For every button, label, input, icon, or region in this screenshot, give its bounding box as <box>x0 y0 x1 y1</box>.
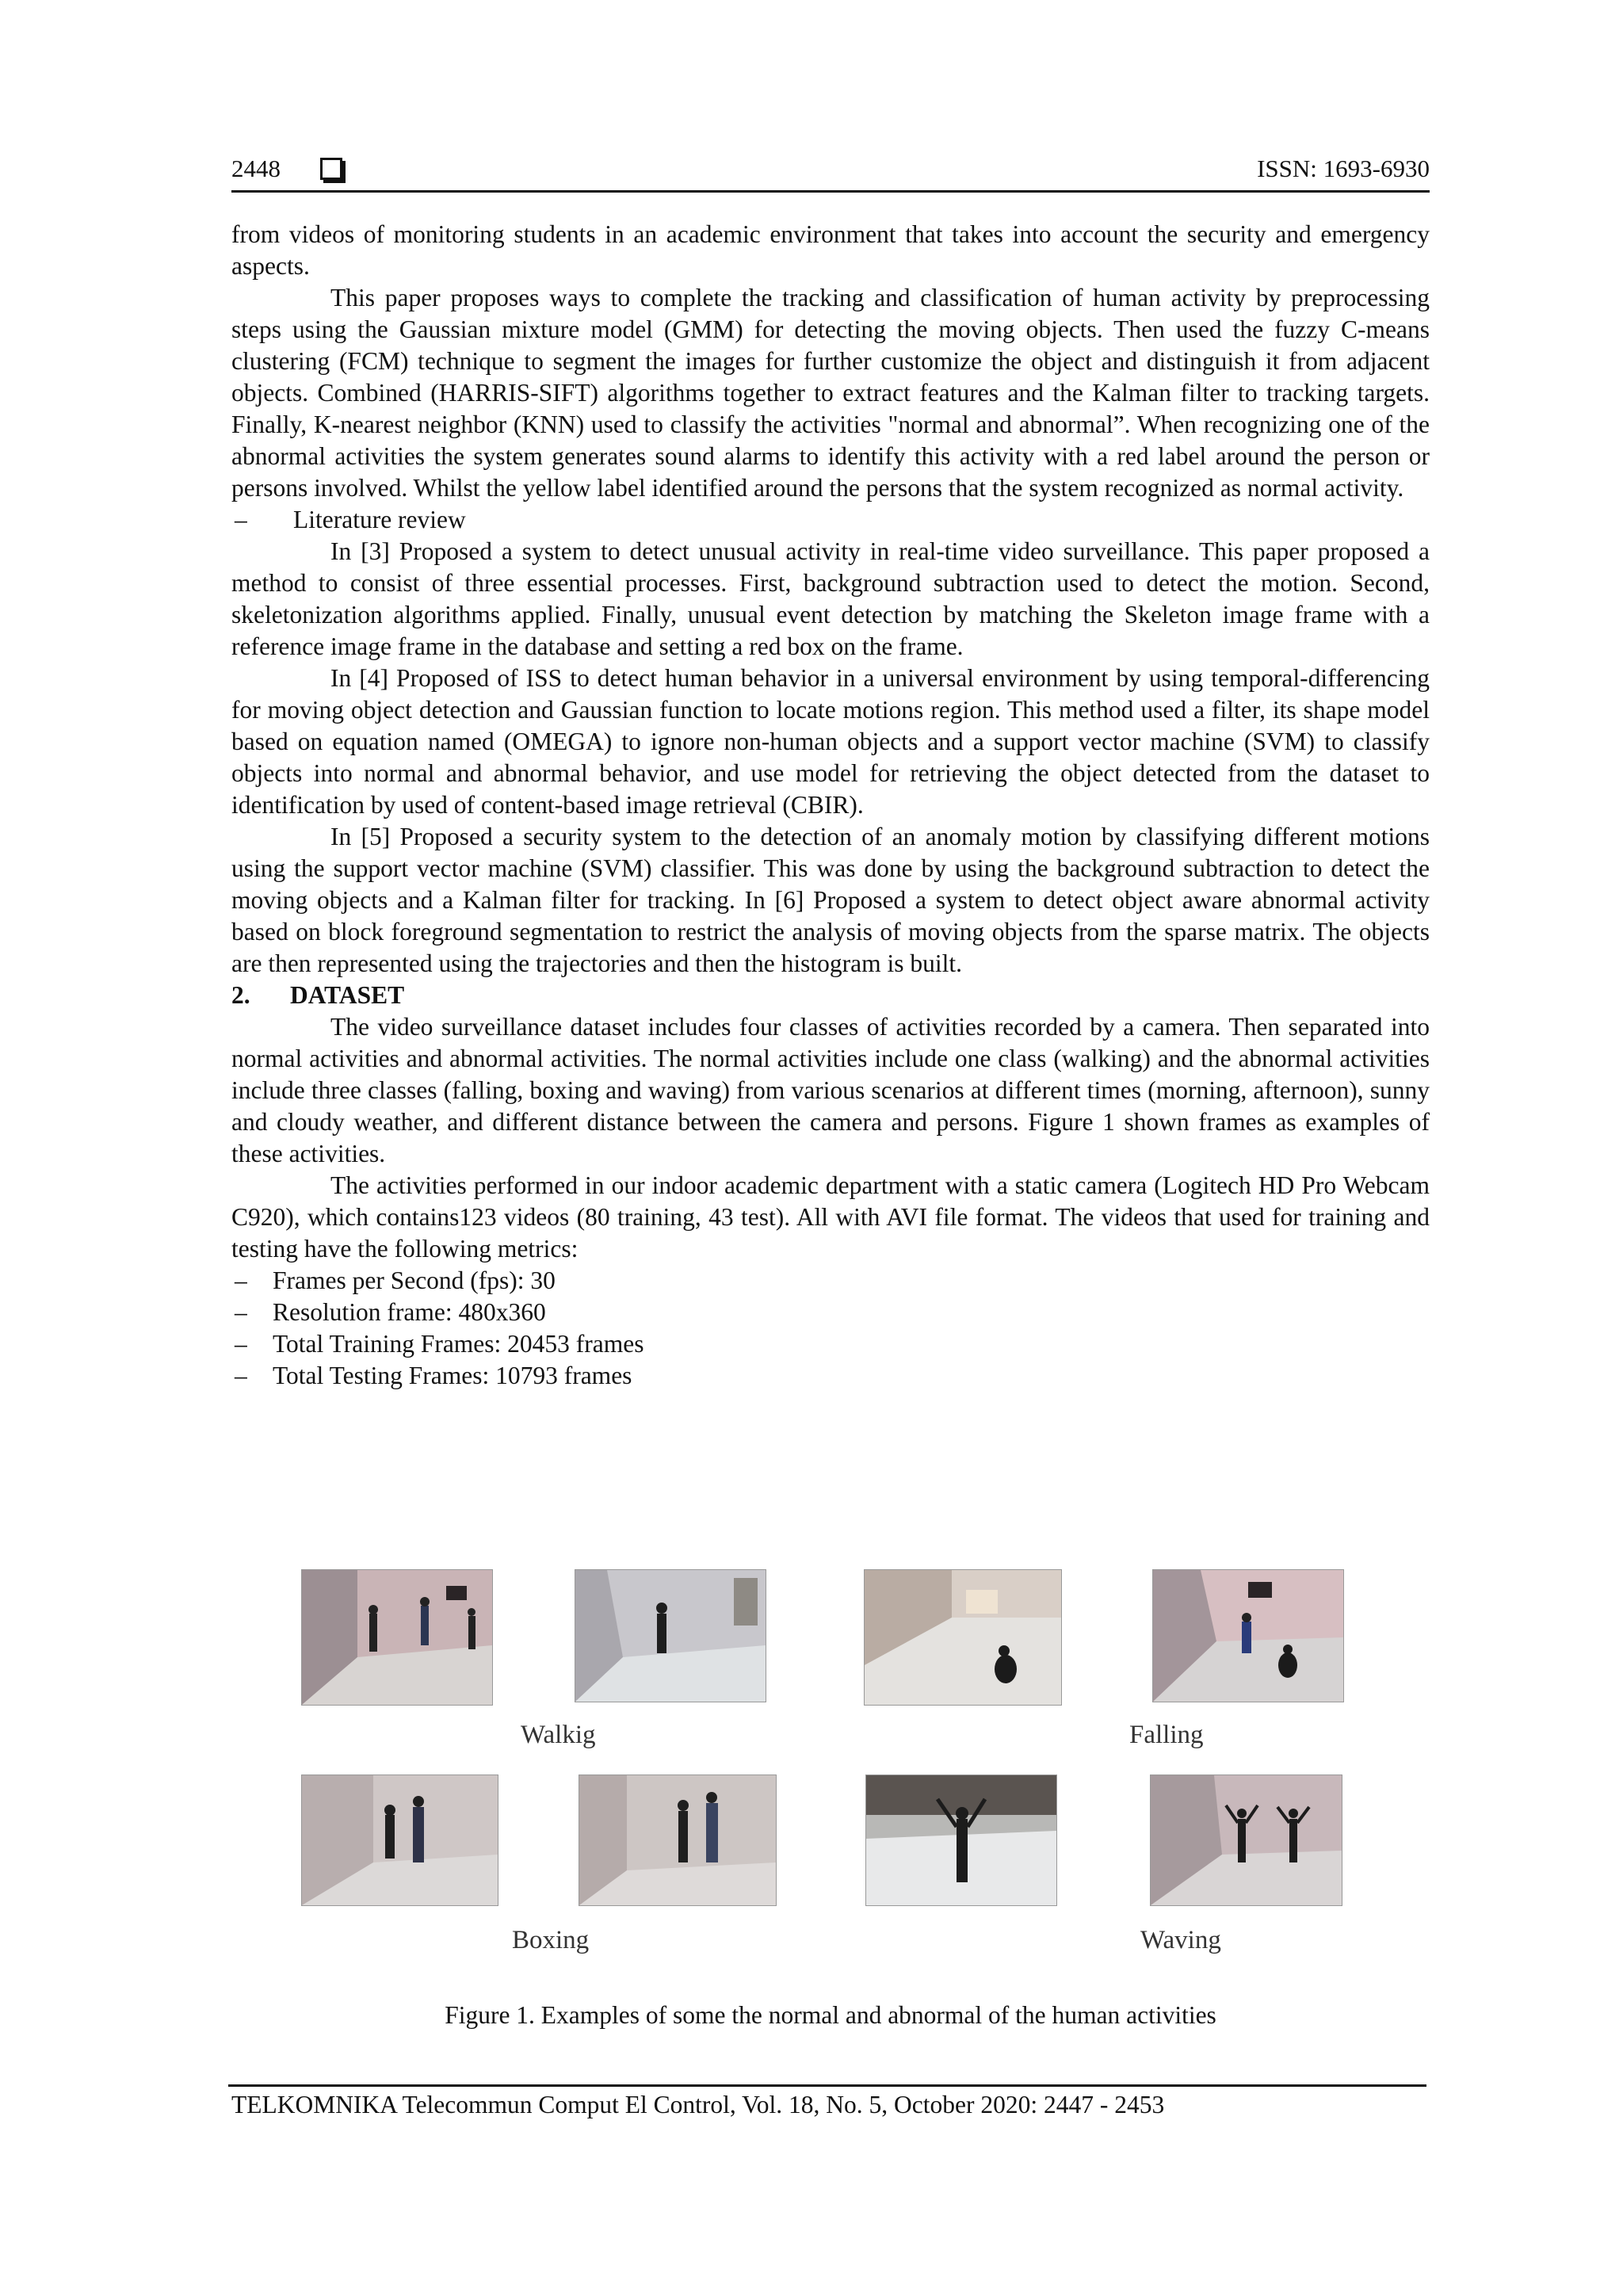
literature-review-bullet <box>231 504 1430 536</box>
paragraph-proposal: This paper proposes ways to complete the tracking and classification of human activity by preprocessing steps using the Gaussian mixture model (GMM) for detecting the moving objects. Then used the fuzzy C-means clustering (FCM) technique to segment the images for further customize the object and distinguish it from adjacent objects. Combined (HARRIS-SIFT) algorithms together to extract features and the Kalman filter to tracking targets. Finally, K-nearest neighbor (KNN) used to classify the activities "normal and abnormal”. When recognizing one of the abnormal activities the system generates sound alarms to identify this activity with a red label around the person or persons involved. Whilst the yellow label identified around the persons that the system recognized as normal activity. <box>231 284 1430 502</box>
label-walking: Walkig <box>521 1721 596 1749</box>
dash-marker: – <box>235 506 247 533</box>
paragraph-intro-continued: from videos of monitoring students in an academic environment that takes into account the security and emergency aspects. <box>231 220 1430 280</box>
metric-text: Frames per Second (fps): 30 <box>273 1266 556 1294</box>
label-falling: Falling <box>1129 1721 1204 1749</box>
paragraph-ref-4: In [4] Proposed of ISS to detect human behavior in a universal environment by using temporal-differencing for moving object detection and Gaussian function to locate motions region. This method used a filter, its shape model based on equation named (OMEGA) to ignore non-human objects and a support vector machine (SVM) to classify objects into normal and abnormal behavior, and use model for retrieving the object detected from the dataset to identification by used of content-based image retrieval (CBIR). <box>231 664 1430 819</box>
header-rule <box>231 190 1430 193</box>
dash-marker: – <box>235 1362 247 1389</box>
footer-rule <box>228 2084 1426 2087</box>
issn-label: ISSN: 1693-6930 <box>1257 155 1430 182</box>
paragraph-dataset: The video surveillance dataset includes four classes of activities recorded by a camera. Then separated into normal activities and abnormal activities. The normal activities include one class (walking) and the abnormal activities include three classes (falling, boxing and waving) from various scenarios at different times (morning, afternoon), sunny and cloudy weather, and different distance between the camera and persons. Figure 1 shown frames as examples of these activities. <box>231 1013 1430 1167</box>
paragraph-ref-5-6: In [5] Proposed a security system to the detection of an anomaly motion by classifying different motions using the support vector machine (SVM) classifier. This was done by using the background subtraction to detect the moving objects and a Kalman filter for tracking. In [6] Proposed a system to detect object aware abnormal activity based on block foreground segmentation to restrict the analysis of moving objects from the sparse matrix. The objects are then represented using the trajectories and then the histogram is built. <box>231 823 1430 977</box>
paragraph-camera: The activities performed in our indoor academic department with a static camera (Logitech HD Pro Webcam C920), which contains123 videos (80 training, 43 test). All with AVI file format. The videos that used for training and testing have the following metrics: <box>231 1171 1430 1263</box>
page-footer: TELKOMNIKA Telecommun Comput El Control, Vol. 18, No. 5, October 2020: 2447 - 2453 <box>231 2091 1165 2118</box>
boxing-frame-2 <box>579 1775 777 1906</box>
body-text <box>231 219 1430 1392</box>
page-number: 2448 <box>231 155 281 182</box>
section-number: 2. <box>231 981 250 1009</box>
dash-marker: – <box>235 1298 247 1326</box>
falling-frame-2 <box>1152 1569 1344 1702</box>
metric-item <box>231 1297 1430 1328</box>
waving-frame-1 <box>865 1775 1057 1906</box>
metric-text: Total Testing Frames: 10793 frames <box>273 1362 632 1389</box>
metric-item <box>231 1265 1430 1297</box>
paragraph-ref-3: In [3] Proposed a system to detect unusual activity in real-time video surveillance. This paper proposed a method to consist of three essential processes. First, background subtraction used to detect the motion. Second, skeletonization algorithms applied. Finally, unusual event detection by matching the Skeleton image frame with a reference image frame in the database and setting a red box on the frame. <box>231 537 1430 660</box>
falling-frame-1 <box>864 1569 1062 1706</box>
walking-frame-1 <box>301 1569 493 1706</box>
metric-item <box>231 1360 1430 1392</box>
metric-text: Total Training Frames: 20453 frames <box>273 1330 644 1358</box>
section-heading-dataset <box>231 980 1430 1011</box>
page-header <box>231 153 1430 194</box>
dash-marker: – <box>235 1266 247 1294</box>
dash-marker: – <box>235 1330 247 1358</box>
waving-frame-2 <box>1150 1775 1342 1906</box>
checkbox-square-icon <box>320 158 342 180</box>
metric-item <box>231 1328 1430 1360</box>
literature-review-label: Literature review <box>293 506 466 533</box>
section-title: DATASET <box>290 981 405 1009</box>
figure-caption: Figure 1. Examples of some the normal and abnormal of the human activities <box>445 2001 1216 2029</box>
label-boxing: Boxing <box>512 1926 590 1954</box>
boxing-frame-1 <box>301 1775 498 1906</box>
walking-frame-2 <box>575 1569 766 1702</box>
metric-text: Resolution frame: 480x360 <box>273 1298 546 1326</box>
figure-1 <box>231 1565 1430 2041</box>
label-waving: Waving <box>1140 1926 1221 1954</box>
